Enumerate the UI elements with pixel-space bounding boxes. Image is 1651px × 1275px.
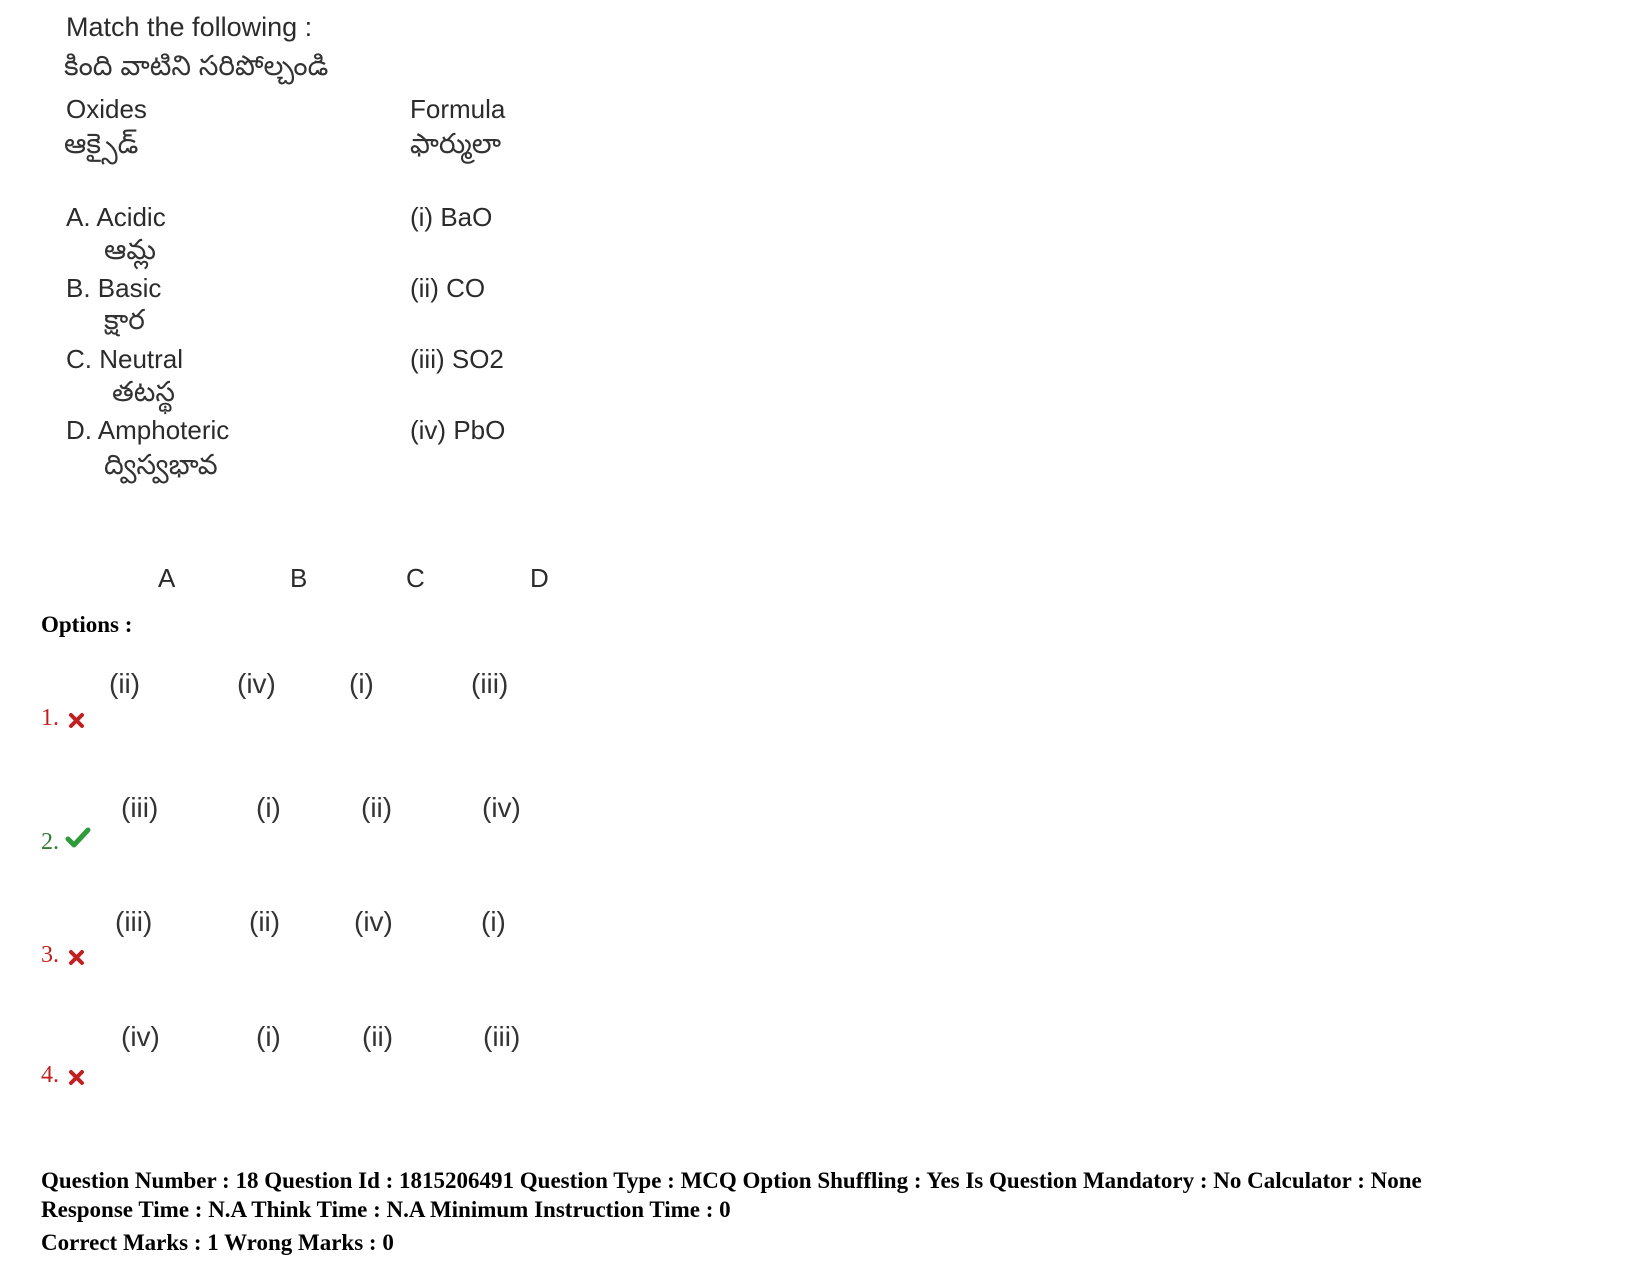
match-left-b: B. Basic [66,273,162,303]
match-left-d-te: ద్విస్వభావ [104,449,218,480]
question-meta-line-1: Question Number : 18 Question Id : 1815206491 Question Type : MCQ Option Shuffling : Yes Is Question Mandatory : No Calculator : None [41,1168,1422,1193]
option-1-value-d: (iii) [471,668,509,699]
option-4-value-d: (iii) [483,1021,521,1052]
option-1-value-b: (iv) [237,668,276,699]
match-left-c-te: తటస్థ [112,376,176,407]
option-3-number[interactable]: 3. [41,942,59,968]
option-2-value-d: (iv) [482,792,521,823]
option-2-value-b: (i) [256,792,281,823]
correct-check-icon [65,827,91,849]
option-3-value-b: (ii) [249,906,281,937]
wrong-cross-icon [68,949,85,966]
answer-column-c: C [406,563,425,593]
match-left-b-te: క్షార [104,304,145,335]
wrong-cross-icon [68,1069,85,1086]
option-2-number[interactable]: 2. [41,829,59,855]
question-title-en: Match the following : [66,12,313,42]
option-1-value-c: (i) [349,668,374,699]
option-4-value-c: (ii) [362,1021,394,1052]
match-right-i: (i) BaO [410,202,493,232]
answer-column-d: D [530,563,549,593]
match-left-a-te: ఆమ్ల [104,234,156,265]
option-3-value-c: (iv) [354,906,393,937]
options-label: Options : [41,612,133,637]
answer-column-a: A [158,563,176,593]
match-right-ii: (ii) CO [410,273,486,303]
match-right-iii: (iii) SO2 [410,344,504,374]
question-marks: Correct Marks : 1 Wrong Marks : 0 [41,1230,394,1255]
column-header-formula-te: ఫార్ములా [410,128,502,159]
answer-column-b: B [290,563,308,593]
question-meta-line-2: Response Time : N.A Think Time : N.A Minimum Instruction Time : 0 [41,1197,731,1222]
option-3-value-d: (i) [481,906,506,937]
option-1-value-a: (ii) [109,668,141,699]
column-header-oxides-te: ఆక్సైడ్ [64,128,139,159]
option-4-value-b: (i) [256,1021,281,1052]
column-header-formula: Formula [410,94,506,124]
question-title-te: కింది వాటిని సరిపోల్చండి [64,50,329,81]
option-3-value-a: (iii) [115,906,153,937]
match-right-iv: (iv) PbO [410,415,506,445]
option-4-number[interactable]: 4. [41,1062,59,1088]
match-left-a: A. Acidic [66,202,166,232]
match-left-c: C. Neutral [66,344,184,374]
option-2-value-a: (iii) [121,792,159,823]
match-left-d: D. Amphoteric [66,415,230,445]
wrong-cross-icon [68,712,85,729]
option-1-number[interactable]: 1. [41,705,59,731]
column-header-oxides: Oxides [66,94,147,124]
option-2-value-c: (ii) [361,792,393,823]
option-4-value-a: (iv) [121,1021,160,1052]
